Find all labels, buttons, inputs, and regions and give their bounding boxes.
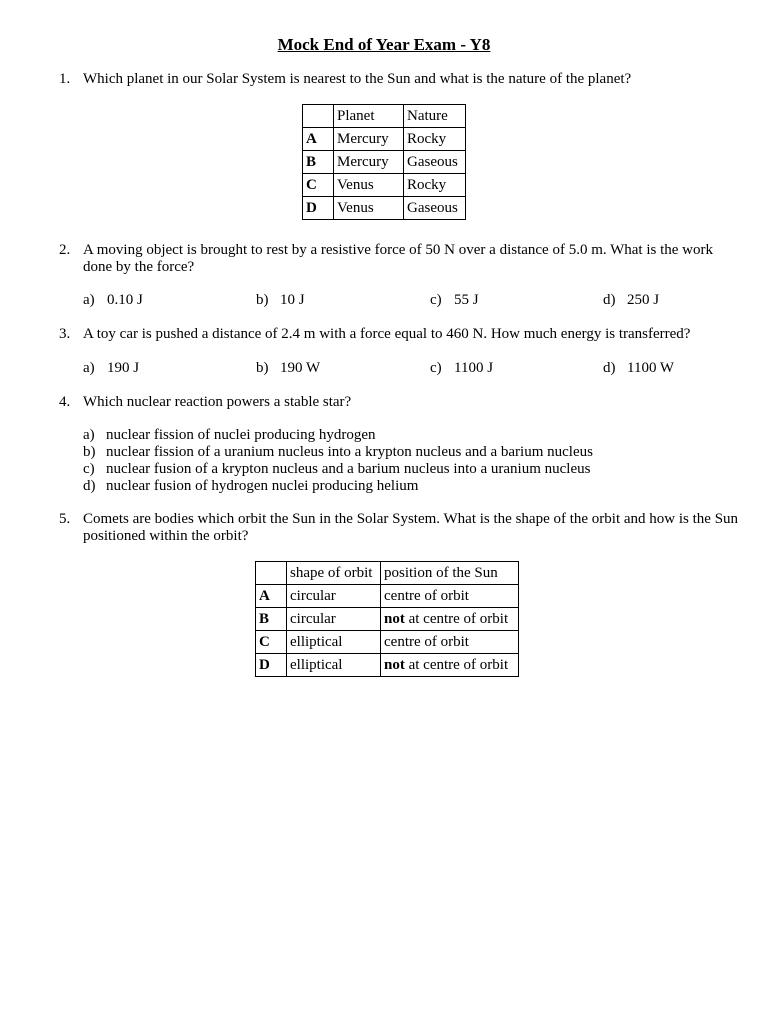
- option-d: [83, 478, 593, 495]
- table-row: [303, 197, 466, 220]
- option-key: D: [256, 654, 287, 677]
- option-text: 190 J: [107, 360, 140, 376]
- table-cell: Venus: [334, 174, 404, 197]
- table-row: [256, 608, 519, 631]
- option-text: nuclear fission of nuclei producing hydrogen: [106, 427, 376, 443]
- table-header-cell: [303, 105, 334, 128]
- question-text: Which nuclear reaction powers a stable star?: [83, 394, 352, 410]
- question-number: 4.: [59, 394, 71, 410]
- question-text: A toy car is pushed a distance of 2.4 m with a force equal to 460 N. How much energy is transferred?: [83, 326, 691, 342]
- question-1: [59, 71, 739, 88]
- table-row: [303, 174, 466, 197]
- option-label: a): [83, 427, 95, 443]
- table-cell: circular: [287, 608, 381, 631]
- question-text: Comets are bodies which orbit the Sun in the Solar System. What is the shape of the orbit and how is the Sun positioned within the orbit?: [83, 511, 739, 544]
- options-list: [83, 427, 593, 495]
- table-header-cell: shape of orbit: [287, 562, 381, 585]
- option-label: d): [603, 360, 616, 376]
- table-cell: circular: [287, 585, 381, 608]
- question-2: [59, 242, 739, 276]
- option-key: D: [303, 197, 334, 220]
- table-row: [303, 128, 466, 151]
- table-row: [303, 151, 466, 174]
- table-row: [256, 654, 519, 677]
- table-cell: Gaseous: [404, 151, 466, 174]
- table-cell: centre of orbit: [381, 631, 519, 654]
- emphasis-not: not: [384, 610, 405, 627]
- option-key: C: [303, 174, 334, 197]
- table-header-cell: Planet: [334, 105, 404, 128]
- table-cell: [381, 608, 519, 631]
- question-text: A moving object is brought to rest by a resistive force of 50 N over a distance of 5.0 m. What is the work done by the force?: [83, 242, 713, 275]
- option-text: 250 J: [627, 292, 660, 308]
- table-cell: Mercury: [334, 151, 404, 174]
- option-key: B: [256, 608, 287, 631]
- question-5: [59, 511, 739, 545]
- table-cell-rest: at centre of orbit: [404, 656, 509, 673]
- option-a: [83, 427, 593, 444]
- option-c: [430, 360, 493, 377]
- option-text: 10 J: [280, 292, 305, 308]
- option-b: [83, 444, 593, 461]
- option-label: b): [83, 444, 96, 460]
- option-label: d): [603, 292, 616, 308]
- option-key: C: [256, 631, 287, 654]
- question-number: 1.: [59, 71, 71, 87]
- table-header-row: [256, 562, 519, 585]
- option-label: a): [83, 360, 95, 376]
- option-label: c): [83, 461, 95, 477]
- option-c: [430, 292, 479, 309]
- question-4: [59, 394, 739, 411]
- option-text: 1100 W: [627, 360, 675, 376]
- table-cell: Rocky: [404, 128, 466, 151]
- option-text: nuclear fission of a uranium nucleus into a krypton nucleus and a barium nucleus: [106, 444, 593, 460]
- option-label: b): [256, 292, 269, 308]
- option-text: nuclear fusion of a krypton nucleus and a barium nucleus into a uranium nucleus: [106, 461, 591, 477]
- emphasis-not: not: [384, 656, 405, 673]
- table-cell: Venus: [334, 197, 404, 220]
- table-row: [256, 631, 519, 654]
- option-text: 55 J: [454, 292, 479, 308]
- option-key: B: [303, 151, 334, 174]
- table-cell: Mercury: [334, 128, 404, 151]
- table-cell: elliptical: [287, 631, 381, 654]
- table-header-cell: [256, 562, 287, 585]
- question-number: 2.: [59, 242, 71, 258]
- question-3: [59, 326, 739, 343]
- option-text: 1100 J: [454, 360, 494, 376]
- orbit-table: [255, 561, 519, 677]
- table-cell: [381, 654, 519, 677]
- table-cell-rest: at centre of orbit: [404, 610, 509, 627]
- option-text: 0.10 J: [107, 292, 143, 308]
- planet-table: [302, 104, 466, 220]
- table-cell: elliptical: [287, 654, 381, 677]
- option-label: a): [83, 292, 95, 308]
- option-d: [603, 360, 674, 377]
- option-label: c): [430, 292, 442, 308]
- option-c: [83, 461, 593, 478]
- option-label: b): [256, 360, 269, 376]
- option-b: [256, 360, 320, 377]
- option-a: [83, 292, 143, 309]
- table-header-cell: position of the Sun: [381, 562, 519, 585]
- option-a: [83, 360, 139, 377]
- option-text: 190 W: [280, 360, 321, 376]
- table-row: [256, 585, 519, 608]
- question-number: 3.: [59, 326, 71, 342]
- table-cell: centre of orbit: [381, 585, 519, 608]
- table-cell: Rocky: [404, 174, 466, 197]
- table-cell: Gaseous: [404, 197, 466, 220]
- table-header-cell: Nature: [404, 105, 466, 128]
- option-d: [603, 292, 659, 309]
- option-label: d): [83, 478, 96, 494]
- option-label: c): [430, 360, 442, 376]
- option-key: A: [303, 128, 334, 151]
- question-text: Which planet in our Solar System is nearest to the Sun and what is the nature of the planet?: [83, 71, 632, 87]
- question-number: 5.: [59, 511, 71, 527]
- exam-title: Mock End of Year Exam - Y8: [277, 35, 491, 54]
- table-header-row: [303, 105, 466, 128]
- option-text: nuclear fusion of hydrogen nuclei producing helium: [106, 478, 419, 494]
- option-b: [256, 292, 305, 309]
- option-key: A: [256, 585, 287, 608]
